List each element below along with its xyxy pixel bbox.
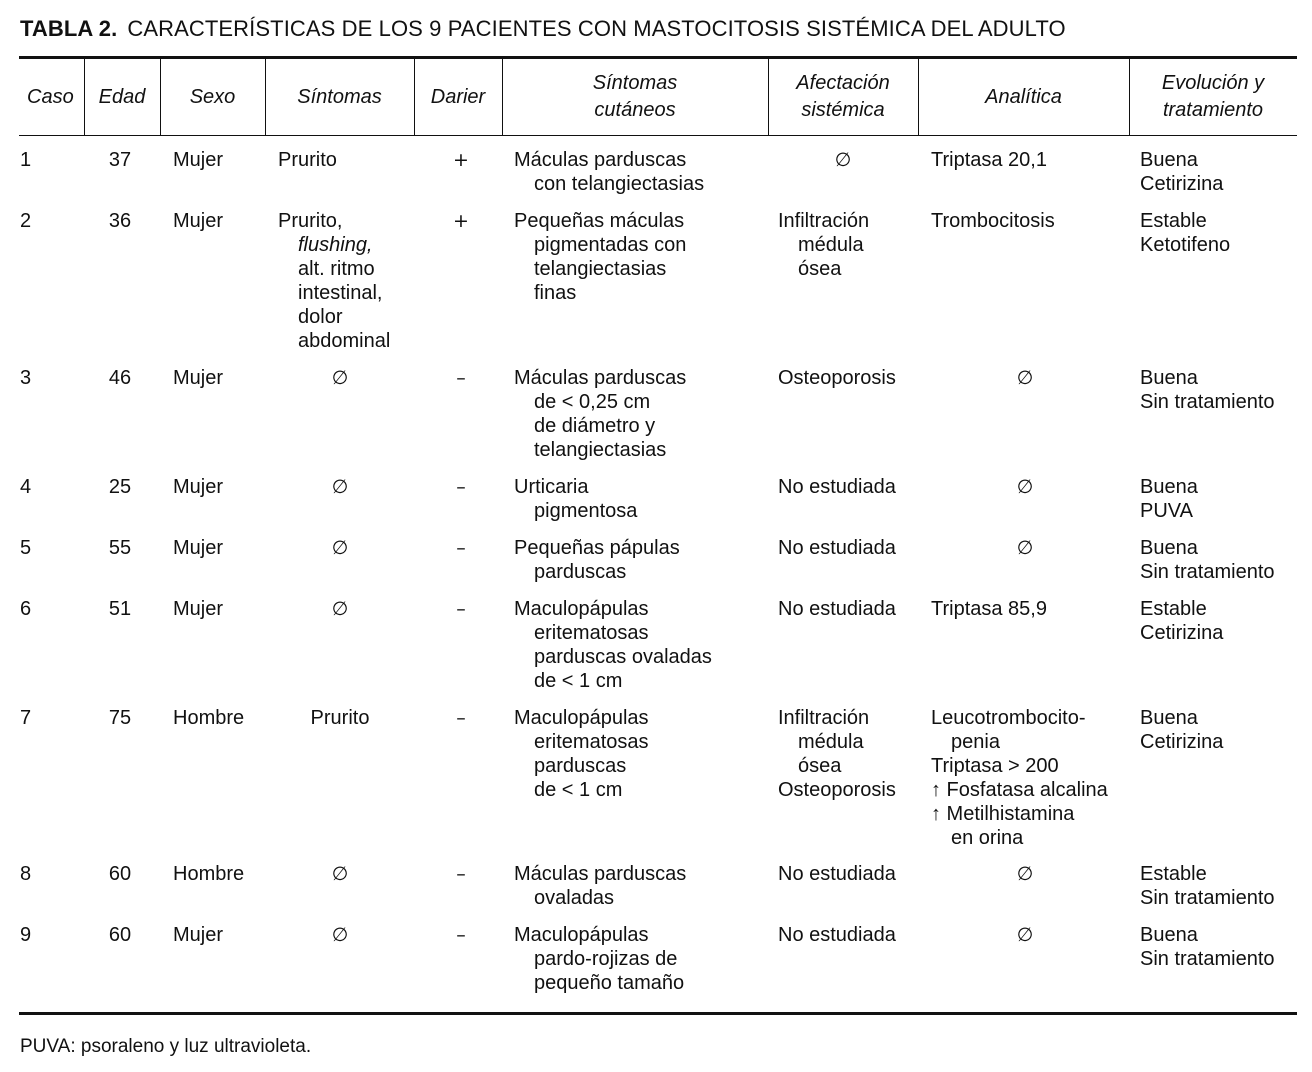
header-divider: [768, 59, 769, 135]
cell-sintomas-cutaneos: [514, 475, 637, 523]
cell-line: Triptasa 85,9: [931, 598, 1047, 620]
cell-line: parduscas: [534, 561, 627, 583]
cell-line: Leucotrombocito-: [931, 707, 1086, 729]
cell-afectacion: [818, 148, 868, 172]
cell-darier: [431, 475, 491, 499]
header-divider: [414, 59, 415, 135]
cell-line: pigmentadas con: [534, 234, 687, 256]
cell-line: 3: [20, 367, 32, 389]
cell-line: dolor: [298, 306, 343, 328]
cell-line: Hombre: [173, 863, 245, 885]
bottom-rule: [19, 1012, 1297, 1015]
cell-line: ∅: [331, 367, 349, 389]
cell-sintomas: [278, 209, 390, 353]
cell-line: Mujer: [173, 537, 224, 559]
cell-line: Máculas parduscas: [514, 863, 687, 885]
cell-darier: [431, 862, 491, 886]
table-footnote: PUVA: psoraleno y luz ultravioleta.: [20, 1036, 312, 1057]
cell-line: con telangiectasias: [534, 173, 705, 195]
cell-line: Buena: [1140, 924, 1198, 946]
header-divider: [502, 59, 503, 135]
cell-line: –: [456, 598, 466, 620]
table-title: [20, 16, 1066, 42]
cell-evolucion: [1140, 706, 1223, 754]
cell-line: 9: [20, 924, 32, 946]
cell-line: –: [456, 863, 466, 885]
cell-sintomas: [278, 923, 402, 947]
cell-edad: [100, 475, 140, 499]
cell-edad: [100, 366, 140, 390]
cell-line: 7: [20, 707, 32, 729]
cell-line: ∅: [834, 149, 852, 171]
cell-sexo: [173, 209, 263, 233]
cell-line: No estudiada: [778, 598, 896, 620]
cell-sintomas-cutaneos: [514, 706, 649, 802]
cell-sintomas-cutaneos: [514, 597, 712, 693]
cell-sintomas-cutaneos: [514, 862, 686, 910]
cell-line: 8: [20, 863, 32, 885]
cell-sintomas-cutaneos: [514, 209, 686, 305]
cell-edad: [100, 209, 140, 233]
cell-line: Cetirizina: [1140, 731, 1224, 753]
cell-line: de < 1 cm: [534, 670, 623, 692]
cell-edad: [100, 148, 140, 172]
cell-line: –: [456, 367, 466, 389]
cell-line: Buena: [1140, 476, 1198, 498]
cell-line: Sin tratamiento: [1140, 561, 1275, 583]
header-sintomas: Síntomas: [297, 85, 382, 108]
cell-darier: [431, 923, 491, 947]
table-caption: CARACTERÍSTICAS DE LOS 9 PACIENTES CON MASTOCITOSIS SISTÉMICA DEL ADULTO: [127, 16, 1066, 41]
cell-line: eritematosas: [534, 731, 649, 753]
cell-edad: [100, 862, 140, 886]
cell-line: Estable: [1140, 210, 1207, 232]
cell-sexo: [173, 862, 263, 886]
cell-line: pequeño tamaño: [534, 972, 685, 994]
table-label: TABLA 2.: [20, 16, 118, 41]
cell-analitica: [931, 148, 1047, 172]
cell-line: Estable: [1140, 863, 1207, 885]
cell-caso: [20, 209, 60, 233]
cell-line: Prurito,: [278, 210, 343, 232]
cell-evolucion: [1140, 209, 1230, 257]
cell-sexo: [173, 923, 263, 947]
cell-line: Urticaria: [514, 476, 589, 498]
cell-darier: [431, 366, 491, 390]
cell-line: Estable: [1140, 598, 1207, 620]
cell-evolucion: [1140, 148, 1223, 196]
cell-line: 75: [108, 707, 132, 729]
cell-analitica: [931, 706, 1108, 850]
cell-line: Infiltración: [778, 707, 870, 729]
cell-afectacion: [778, 862, 896, 886]
header-analitica: Analítica: [985, 85, 1062, 108]
cell-sexo: [173, 597, 263, 621]
cell-caso: [20, 923, 60, 947]
cell-line: médula: [798, 731, 864, 753]
cell-line: 46: [108, 367, 132, 389]
cell-line: de < 1 cm: [534, 779, 623, 801]
cell-line: Mujer: [173, 476, 224, 498]
cell-line: 4: [20, 476, 32, 498]
cell-line: Osteoporosis: [778, 779, 896, 801]
cell-line: Osteoporosis: [778, 367, 896, 389]
cell-sintomas-cutaneos: [514, 148, 704, 196]
cell-sexo: [173, 366, 263, 390]
cell-line: Máculas parduscas: [514, 149, 687, 171]
cell-line: Trombocitosis: [931, 210, 1055, 232]
cell-line: Hombre: [173, 707, 245, 729]
cell-darier: [431, 209, 491, 233]
cell-line: Maculopápulas: [514, 924, 649, 946]
cell-afectacion: [778, 706, 896, 802]
cell-line: parduscas ovaladas: [534, 646, 712, 668]
cell-afectacion: [778, 923, 896, 947]
header-edad: Edad: [98, 85, 146, 108]
cell-afectacion: [778, 366, 896, 390]
cell-sintomas: [278, 475, 402, 499]
cell-evolucion: [1140, 862, 1275, 910]
cell-line: Sin tratamiento: [1140, 948, 1275, 970]
cell-sintomas-cutaneos: [514, 536, 680, 584]
cell-line: 55: [108, 537, 132, 559]
cell-afectacion: [778, 536, 896, 560]
cell-sintomas: [278, 706, 402, 730]
cell-line: Máculas parduscas: [514, 367, 687, 389]
cell-line: 51: [108, 598, 132, 620]
cell-line: ∅: [331, 598, 349, 620]
cell-line: Triptasa 20,1: [931, 149, 1047, 171]
cell-line: Buena: [1140, 537, 1198, 559]
cell-line: Mujer: [173, 924, 224, 946]
cell-line: ∅: [331, 924, 349, 946]
cell-line: Infiltración: [778, 210, 870, 232]
cell-line: –: [456, 924, 466, 946]
cell-caso: [20, 536, 60, 560]
cell-line: –: [456, 476, 466, 498]
cell-sexo: [173, 536, 263, 560]
cell-line: alt. ritmo: [298, 258, 375, 280]
cell-darier: [431, 706, 491, 730]
cell-caso: [20, 475, 60, 499]
cell-line: Buena: [1140, 707, 1198, 729]
cell-line: Mujer: [173, 149, 224, 171]
cell-line: médula: [798, 234, 864, 256]
cell-line: Triptasa > 200: [931, 755, 1059, 777]
cell-line: penia: [951, 731, 1000, 753]
cell-caso: [20, 366, 60, 390]
cell-line: pigmentosa: [534, 500, 638, 522]
header-divider: [1129, 59, 1130, 135]
cell-line: pardo-rojizas de: [534, 948, 678, 970]
cell-edad: [100, 923, 140, 947]
cell-sintomas: [278, 862, 402, 886]
cell-caso: [20, 862, 60, 886]
cell-edad: [100, 706, 140, 730]
cell-sintomas: [278, 148, 337, 172]
cell-line: finas: [534, 282, 577, 304]
cell-line: ∅: [1016, 476, 1034, 498]
cell-darier: [431, 536, 491, 560]
cell-line: Cetirizina: [1140, 173, 1224, 195]
header-divider: [265, 59, 266, 135]
cell-line: Prurito: [310, 707, 370, 729]
cell-sexo: [173, 148, 263, 172]
cell-line: –: [456, 707, 466, 729]
cell-sexo: [173, 706, 263, 730]
cell-line: Buena: [1140, 367, 1198, 389]
cell-line: ∅: [1016, 924, 1034, 946]
cell-analitica: [931, 209, 1055, 233]
cell-evolucion: [1140, 597, 1223, 645]
cell-line: telangiectasias: [534, 439, 667, 461]
cell-line: Pequeñas máculas: [514, 210, 685, 232]
cell-line: Maculopápulas: [514, 598, 649, 620]
header-sintomas-cutaneos: Síntomas cutáneos: [592, 72, 678, 121]
cell-line: 6: [20, 598, 32, 620]
cell-line: +: [453, 210, 469, 232]
header-sexo: Sexo: [189, 85, 236, 108]
cell-afectacion: [778, 475, 896, 499]
cell-line: 60: [108, 924, 132, 946]
cell-line: No estudiada: [778, 924, 896, 946]
cell-analitica: [1000, 536, 1050, 560]
cell-line: telangiectasias: [534, 258, 667, 280]
cell-sintomas: [278, 597, 402, 621]
cell-line: intestinal,: [298, 282, 383, 304]
cell-line: abdominal: [298, 330, 391, 352]
cell-line: Sin tratamiento: [1140, 391, 1275, 413]
cell-line: en orina: [951, 827, 1024, 849]
cell-analitica: [1000, 862, 1050, 886]
cell-evolucion: [1140, 366, 1275, 414]
cell-line: ∅: [331, 863, 349, 885]
cell-analitica: [1000, 923, 1050, 947]
cell-line: ovaladas: [534, 887, 615, 909]
cell-line: 1: [20, 149, 32, 171]
cell-line: ↑ Fosfatasa alcalina: [931, 779, 1108, 801]
cell-sintomas: [278, 536, 402, 560]
cell-analitica: [931, 597, 1047, 621]
header-afectacion: Afectación sistémica: [796, 72, 890, 121]
cell-line: ósea: [798, 755, 842, 777]
cell-line: Mujer: [173, 367, 224, 389]
cell-line: ∅: [1016, 863, 1034, 885]
header-rule: [19, 135, 1297, 136]
cell-evolucion: [1140, 923, 1275, 971]
cell-line: de < 0,25 cm: [534, 391, 651, 413]
cell-caso: [20, 148, 60, 172]
cell-sintomas-cutaneos: [514, 923, 684, 995]
cell-line: ∅: [1016, 537, 1034, 559]
cell-line: Cetirizina: [1140, 622, 1224, 644]
cell-evolucion: [1140, 536, 1275, 584]
cell-line: Buena: [1140, 149, 1198, 171]
cell-line: No estudiada: [778, 537, 896, 559]
cell-line: Pequeñas pápulas: [514, 537, 680, 559]
cell-line: No estudiada: [778, 476, 896, 498]
cell-line: Ketotifeno: [1140, 234, 1231, 256]
cell-sexo: [173, 475, 263, 499]
cell-line: 37: [108, 149, 132, 171]
header-divider: [918, 59, 919, 135]
cell-line: 2: [20, 210, 32, 232]
cell-edad: [100, 597, 140, 621]
cell-darier: [431, 148, 491, 172]
header-caso: Caso: [27, 85, 74, 108]
cell-line: 36: [108, 210, 132, 232]
cell-darier: [431, 597, 491, 621]
cell-afectacion: [778, 209, 869, 281]
cell-line: parduscas: [534, 755, 627, 777]
cell-afectacion: [778, 597, 896, 621]
cell-line: Mujer: [173, 598, 224, 620]
cell-sintomas: [278, 366, 402, 390]
cell-line: 5: [20, 537, 32, 559]
header-darier: Darier: [430, 85, 486, 108]
cell-line: eritematosas: [534, 622, 649, 644]
cell-line: 60: [108, 863, 132, 885]
cell-caso: [20, 597, 60, 621]
cell-line: PUVA: [1140, 500, 1193, 522]
cell-line: ∅: [1016, 367, 1034, 389]
cell-sintomas-cutaneos: [514, 366, 686, 462]
cell-line: +: [453, 149, 469, 171]
cell-line: ↑ Metilhistamina: [931, 803, 1075, 825]
cell-line: Mujer: [173, 210, 224, 232]
cell-line: Prurito: [278, 149, 337, 171]
cell-analitica: [1000, 366, 1050, 390]
cell-line: No estudiada: [778, 863, 896, 885]
header-evolucion: Evolución y tratamiento: [1161, 72, 1265, 121]
cell-line: de diámetro y: [534, 415, 656, 437]
cell-line: ósea: [798, 258, 842, 280]
header-divider: [84, 59, 85, 135]
cell-analitica: [1000, 475, 1050, 499]
cell-line: 25: [108, 476, 132, 498]
header-divider: [160, 59, 161, 135]
cell-line: Maculopápulas: [514, 707, 649, 729]
cell-line: ∅: [331, 537, 349, 559]
cell-caso: [20, 706, 60, 730]
cell-edad: [100, 536, 140, 560]
cell-evolucion: [1140, 475, 1198, 523]
cell-line: –: [456, 537, 466, 559]
cell-line: flushing,: [298, 234, 373, 256]
cell-line: ∅: [331, 476, 349, 498]
cell-line: Sin tratamiento: [1140, 887, 1275, 909]
